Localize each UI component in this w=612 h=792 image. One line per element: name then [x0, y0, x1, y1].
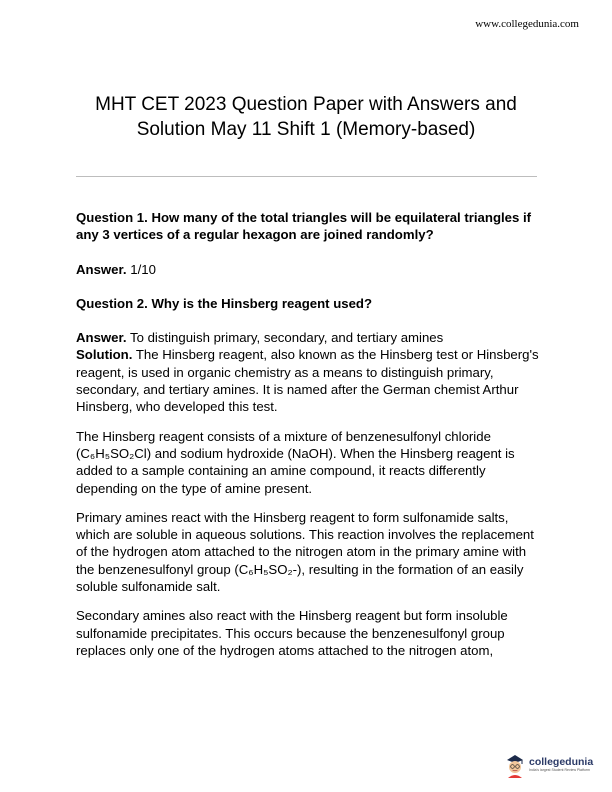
answer-2: [76, 329, 544, 415]
answer-2-label: Answer.: [76, 330, 127, 346]
answer-1-label: Answer.: [76, 261, 127, 277]
page-title: [40, 92, 572, 142]
logo-tagline: India's largest Student Review Platform: [529, 768, 590, 772]
answer-1-text: 1/10: [126, 261, 156, 277]
solution-2-label: Solution.: [76, 347, 133, 363]
solution-paragraph-1: The Hinsberg reagent consists of a mixture of benzenesulfonyl chloride (C₆H₅SO₂Cl) and sodium hydroxide (NaOH). When the Hinsberg reagent is added to a sample containing an amine compound, it reacts differently depending on the type of amine present.: [76, 428, 515, 496]
collegedunia-logo[interactable]: [504, 752, 593, 778]
mascot-icon: [504, 752, 526, 778]
site-url[interactable]: www.collegedunia.com: [475, 18, 579, 30]
logo-name: collegedunia: [529, 756, 594, 768]
answer-2-text: To distinguish primary, secondary, and tertiary amines: [126, 330, 444, 346]
title-line-1: MHT CET 2023 Question Paper with Answers and: [95, 94, 517, 115]
document-body: [76, 209, 544, 671]
solution-paragraph-2: Primary amines react with the Hinsberg reagent to form sulfonamide salts, which are soluble in aqueous solutions. This reaction involves the replacement of the hydrogen atom attached to the nitrogen atom in the primary amine with the benzenesulfonyl group (C₆H₅SO₂-), resulting in the formation of an easily soluble sulfonamide salt.: [76, 509, 534, 595]
answer-1: [76, 261, 544, 278]
solution-2-text: The Hinsberg reagent, also known as the Hinsberg test or Hinsberg's reagent, is used in organic chemistry as a means to distinguish primary, secondary, and tertiary amines. It is named after the German chemist Arthur Hinsberg, who developed this test.: [76, 347, 539, 415]
question-2: Question 2. Why is the Hinsberg reagent used?: [76, 295, 373, 311]
title-line-2: Solution May 11 Shift 1 (Memory-based): [136, 119, 476, 140]
question-1: Question 1. How many of the total triangles will be equilateral triangles if any 3 vertices of a regular hexagon are joined randomly?: [76, 210, 532, 243]
solution-paragraph-3: Secondary amines also react with the Hinsberg reagent but form insoluble sulfonamide precipitates. This occurs because the benzenesulfonyl group replaces only one of the hydrogen atoms attached to the nitrogen atom,: [76, 608, 508, 658]
title-divider: [76, 176, 537, 177]
